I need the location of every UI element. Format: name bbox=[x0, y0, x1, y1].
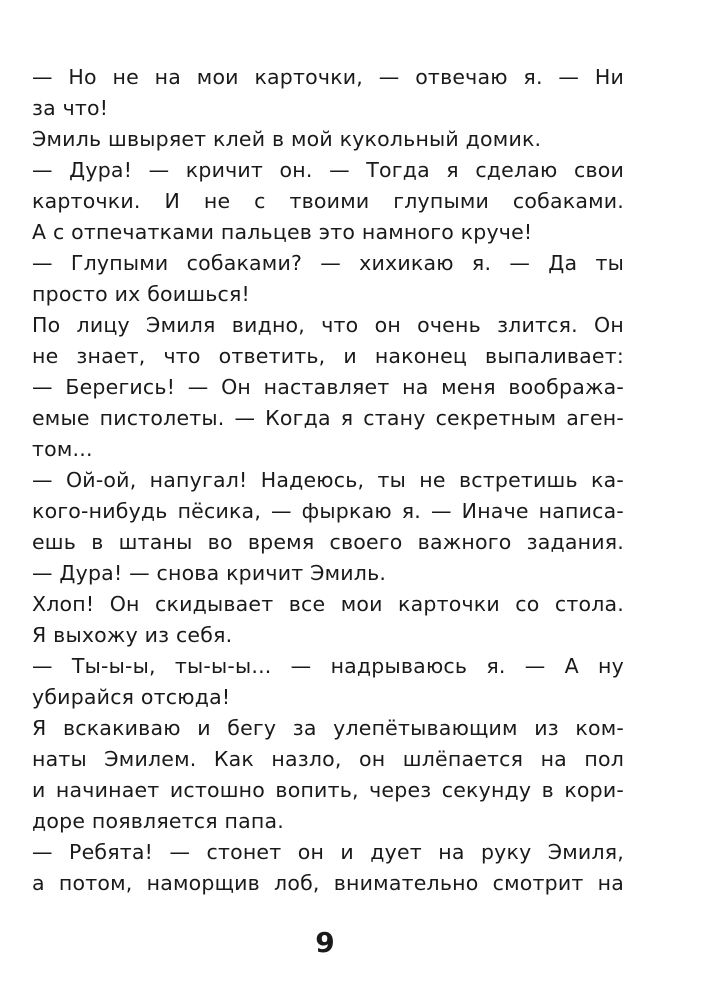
text-line: Эмиль швыряет клей в мой кукольный домик. bbox=[32, 127, 542, 151]
text-line: — Глупыми собаками? — хихикаю я. — Да ты bbox=[32, 251, 624, 275]
body-text bbox=[32, 62, 624, 899]
text-line: емые пистолеты. — Когда я стану секретным аген- bbox=[32, 406, 624, 430]
text-line: карточки. И не с твоими глупыми собаками. bbox=[32, 189, 624, 213]
text-line: — Дура! — кричит он. — Тогда я сделаю свои bbox=[32, 158, 624, 182]
text-line: — Дура! — снова кричит Эмиль. bbox=[32, 561, 387, 585]
text-line: — Но не на мои карточки, — отвечаю я. — Ни bbox=[32, 65, 624, 89]
text-line: убирайся отсюда! bbox=[32, 685, 231, 709]
text-line: за что! bbox=[32, 96, 109, 120]
text-line: По лицу Эмиля видно, что он очень злится. Он bbox=[32, 313, 624, 337]
text-line: Я выхожу из себя. bbox=[32, 623, 233, 647]
text-line: не знает, что ответить, и наконец выпаливает: bbox=[32, 344, 624, 368]
text-line: а потом, наморщив лоб, внимательно смотрит на bbox=[32, 871, 624, 895]
text-line: просто их боишься! bbox=[32, 282, 250, 306]
text-line: А с отпечатками пальцев это намного круче! bbox=[32, 220, 533, 244]
text-line: — Ребята! — стонет он и дует на руку Эмиля, bbox=[32, 840, 624, 864]
text-line: наты Эмилем. Как назло, он шлёпается на пол bbox=[32, 747, 624, 771]
text-line: — Берегись! — Он наставляет на меня вообража- bbox=[32, 375, 624, 399]
text-line: кого-нибудь пёсика, — фыркаю я. — Иначе написа- bbox=[32, 499, 624, 523]
text-line: — Ты-ы-ы, ты-ы-ы... — надрываюсь я. — А ну bbox=[32, 654, 624, 678]
text-line: — Ой-ой, напугал! Надеюсь, ты не встретишь ка- bbox=[32, 468, 624, 492]
text-line: Хлоп! Он скидывает все мои карточки со стола. bbox=[32, 592, 624, 616]
text-line: ешь в штаны во время своего важного задания. bbox=[32, 530, 624, 554]
text-line: доре появляется папа. bbox=[32, 809, 284, 833]
text-line: Я вскакиваю и бегу за улепётывающим из ком- bbox=[32, 716, 624, 740]
text-line: и начинает истошно вопить, через секунду в кори- bbox=[32, 778, 624, 802]
page-number: 9 bbox=[315, 926, 335, 959]
text-line: том... bbox=[32, 437, 93, 461]
